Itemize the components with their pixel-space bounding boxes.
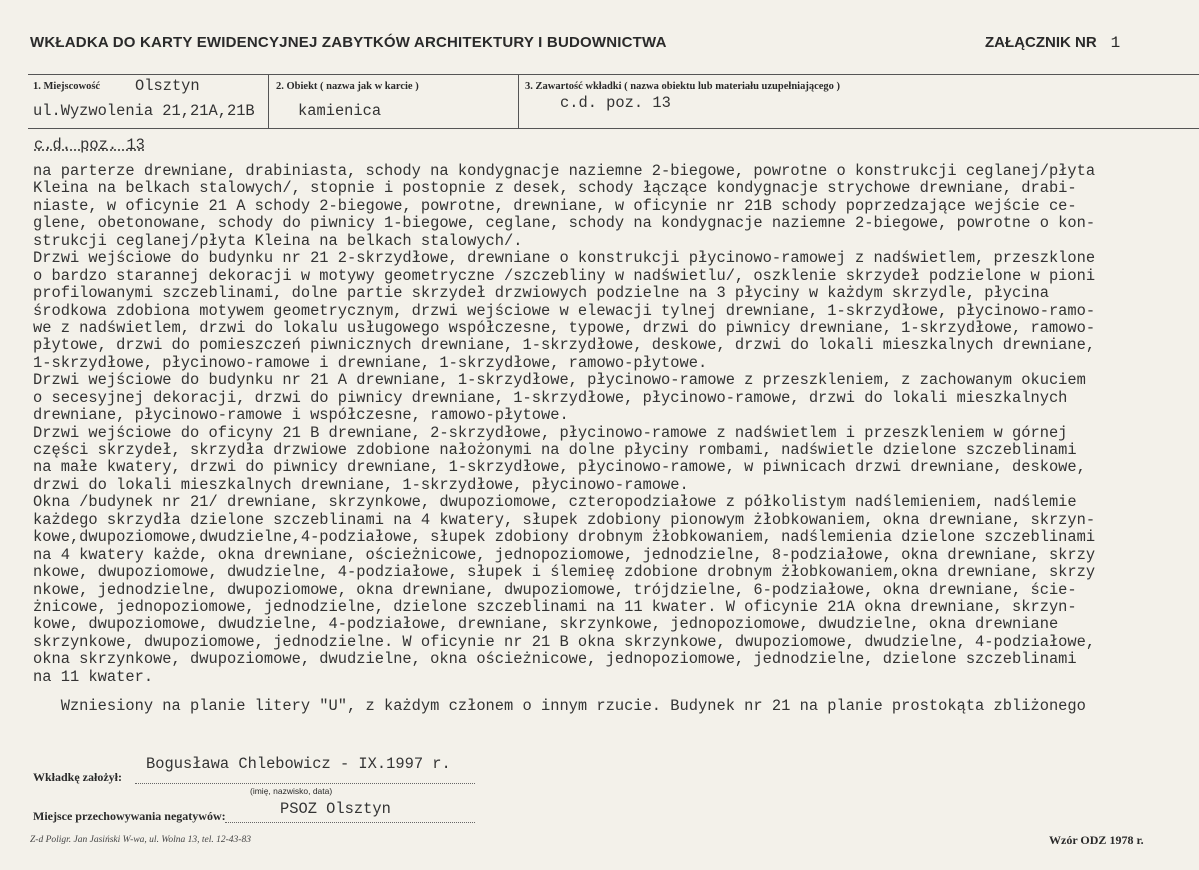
form-number: Wzór ODZ 1978 r. — [1049, 833, 1144, 847]
body-line: drewniane, płycinowo-ramowe i współczesne, ramowo-płytowe. — [33, 406, 569, 425]
field-bottom-rule — [28, 128, 1199, 129]
body-line: na 11 kwater. — [33, 667, 154, 686]
locality-label: 1. Miejscowość — [33, 81, 101, 92]
author-hint: (imię, nazwisko, data) — [250, 786, 333, 796]
body-line: okna skrzynkowe, dwupoziomowe, dwudzielne, okna ościeżnicowe, jednopoziomowe, jednodzielne, dzielone szczeblinami — [33, 650, 1077, 669]
contents-value: c.d. poz. 13 — [560, 94, 671, 112]
body-line: drzwi do lokali mieszkalnych drewniane, 1-skrzydłowe, płycinowo-ramowe. — [33, 475, 689, 494]
contents-label: 3. Zawartość wkładki ( nazwa obiektu lub materiału uzupełniającego ) — [525, 81, 841, 92]
address-value: ul.Wyzwolenia 21,21A,21B — [33, 102, 255, 120]
object-value: kamienica — [298, 102, 382, 120]
body-line: nkowe, dwupoziomowe, dwudzielne, 4-podziałowe, słupek i ślemieę zdobione drobnym żłobkowaniem,okna drewniane, skrzy — [33, 563, 1096, 582]
body-line: każdego skrzydła dzielone szczeblinami na 4 kwatery, słupek zdobiony pionowym żłobkowaniem, okna drewniane, skrzyn- — [33, 510, 1096, 529]
locality-value: Olsztyn — [135, 77, 200, 95]
continuation-reference: c.d. poz. 13 — [34, 136, 145, 154]
body-line: na małe kwatery, drzwi do piwnicy drewniane, 1-skrzydłowe, płycinowo-ramowe, w piwnicach drzwi drewniane, deskowe, — [33, 458, 1086, 477]
author-value: Bogusława Chlebowicz - IX.1997 r. — [146, 755, 451, 773]
field-top-rule — [28, 74, 1199, 75]
body-line: o bardzo starannej dekoracji w motywy geometryczne /szczebliny w nadświetlu/, oszklenie skrzydeł podzielone w pioni — [33, 266, 1096, 285]
body-line: Drzwi wejściowe do oficyny 21 B drewniane, 2-skrzydłowe, płycinowo-ramowe z nadświetlem i przeszkleniem w górnej — [33, 423, 1068, 442]
body-line: 1-skrzydłowe, płycinowo-ramowe i drewniane, 1-skrzydłowe, ramowo-płytowe. — [33, 353, 708, 372]
body-line: żnicowe, jednopoziomowe, jednodzielne, dzielone szczeblinami na 11 kwater. W oficynie 21A okna drewniane, skrzyn- — [33, 597, 1077, 616]
body-line: nkowe, jednodzielne, dwupoziomowe, okna drewniane, dwupoziomowe, trójdzielne, 6-podziałowe, okna drewniane, ście- — [33, 580, 1077, 599]
card-title: WKŁADKA DO KARTY EWIDENCYJNEJ ZABYTKÓW ARCHITEKTURY I BUDOWNICTWA — [30, 34, 667, 51]
body-line: części skrzydeł, skrzydła drzwiowe zdobione nałożonymi na dolne płyciny rombami, nadświetle dzielone szczeblinami — [33, 441, 1077, 459]
body-line: Kleina na belkach stalowych/, stopnie i postopnie z desek, schody łączące kondygnacje strychowe drewniane, drabi- — [33, 179, 1077, 198]
body-line: kowe,dwupoziomowe,dwudzielne,4-podziałowe, słupek zdobiony drobnym żłobkowaniem, nadślemienia dzielone szczeblinami — [33, 528, 1096, 547]
body-line: na 4 kwatery każde, okna drewniane, ościeżnicowe, jednopoziomowe, jednodzielne, 8-podziałowe, okna drewniane, skrzy — [33, 545, 1096, 564]
body-line: we z nadświetlem, drzwi do lokalu usługowego współczesne, typowe, drzwi do piwnicy drewniane, 1-skrzydłowe, ramowo- — [33, 318, 1096, 337]
body-line: o secesyjnej dekoracji, drzwi do piwnicy drewniane, 1-skrzydłowe, płycinowo-ramowe, drzwi do lokali mieszkalnych — [33, 388, 1068, 407]
field-divider-1 — [268, 74, 269, 128]
body-line: Wzniesiony na planie litery "U", z każdym członem o innym rzucie. Budynek nr 21 na planie prostokąta zbliżonego — [33, 697, 1086, 716]
body-line: kowe, dwupoziomowe, dwudzielne, 4-podziałowe, drewniane, skrzynkowe, jednopoziomowe, dwudzielne, okna drewniane — [33, 615, 1059, 634]
printer-imprint: Z-d Poligr. Jan Jasiński W-wa, ul. Wolna 13, tel. 12-43-83 — [30, 835, 251, 845]
body-line: Okna /budynek nr 21/ drewniane, skrzynkowe, dwupoziomowe, czteropodziałowe z półkolistym nadślemieniem, nadślemie — [33, 493, 1077, 512]
object-label: 2. Obiekt ( nazwa jak w karcie ) — [276, 81, 419, 92]
body-line: Drzwi wejściowe do budynku nr 21 2-skrzydłowe, drewniane o konstrukcji płycinowo-ramowej z nadświetlem, przeszklone — [33, 249, 1096, 268]
author-label: Wkładkę założył: — [33, 770, 122, 784]
body-line: profilowanymi szczeblinami, dolne partie skrzydeł drzwiowych podzielne na 3 płyciny w każdym skrzydle, płycina — [33, 284, 1049, 303]
body-line: na parterze drewniane, drabiniasta, schody na kondygnacje naziemne 2-biegowe, powrotne o konstrukcji ceglanej/płyta — [33, 163, 1096, 180]
annex-label-text: ZAŁĄCZNIK NR — [985, 34, 1097, 51]
body-line: skrzynkowe, dwupoziomowe, jednodzielne. W oficynie nr 21 B okna skrzynkowe, dwupoziomowe, dwudzielne, 4-podziałowe, — [33, 632, 1096, 651]
body-line: Drzwi wejściowe do budynku nr 21 A drewniane, 1-skrzydłowe, płycinowo-ramowe z przeszkleniem, z zachowanym okuciem — [33, 371, 1086, 390]
field-divider-2 — [518, 74, 519, 128]
body-line: strukcji ceglanej/płyta Kleina na belkach stalowych/. — [33, 231, 523, 250]
storage-line — [225, 822, 475, 823]
body-line: niaste, w oficynie 21 A schody 2-biegowe, powrotne, drewniane, w oficynie nr 21B schody poprzedzające wejście ce- — [33, 196, 1077, 215]
description-text — [33, 163, 1199, 716]
body-line: glene, obetonowane, schody do piwnicy 1-biegowe, ceglane, schody na kondygnacje naziemne 2-biegowe, powrotne o kon- — [33, 214, 1096, 233]
annex-label — [985, 34, 1120, 52]
author-line — [135, 783, 475, 784]
storage-label: Miejsce przechowywania negatywów: — [33, 809, 226, 823]
storage-value: PSOZ Olsztyn — [280, 800, 391, 818]
body-line: płytowe, drzwi do pomieszczeń piwnicznych drewniane, 1-skrzydłowe, deskowe, drzwi do lokali mieszkalnych drewniane, — [33, 336, 1096, 355]
annex-number: 1 — [1110, 34, 1121, 52]
body-line: środkowa zdobiona motywem geometrycznym, drzwi wejściowe w elewacji tylnej drewniane, 1-skrzydłowe, płycinowo-ramo- — [33, 301, 1096, 320]
